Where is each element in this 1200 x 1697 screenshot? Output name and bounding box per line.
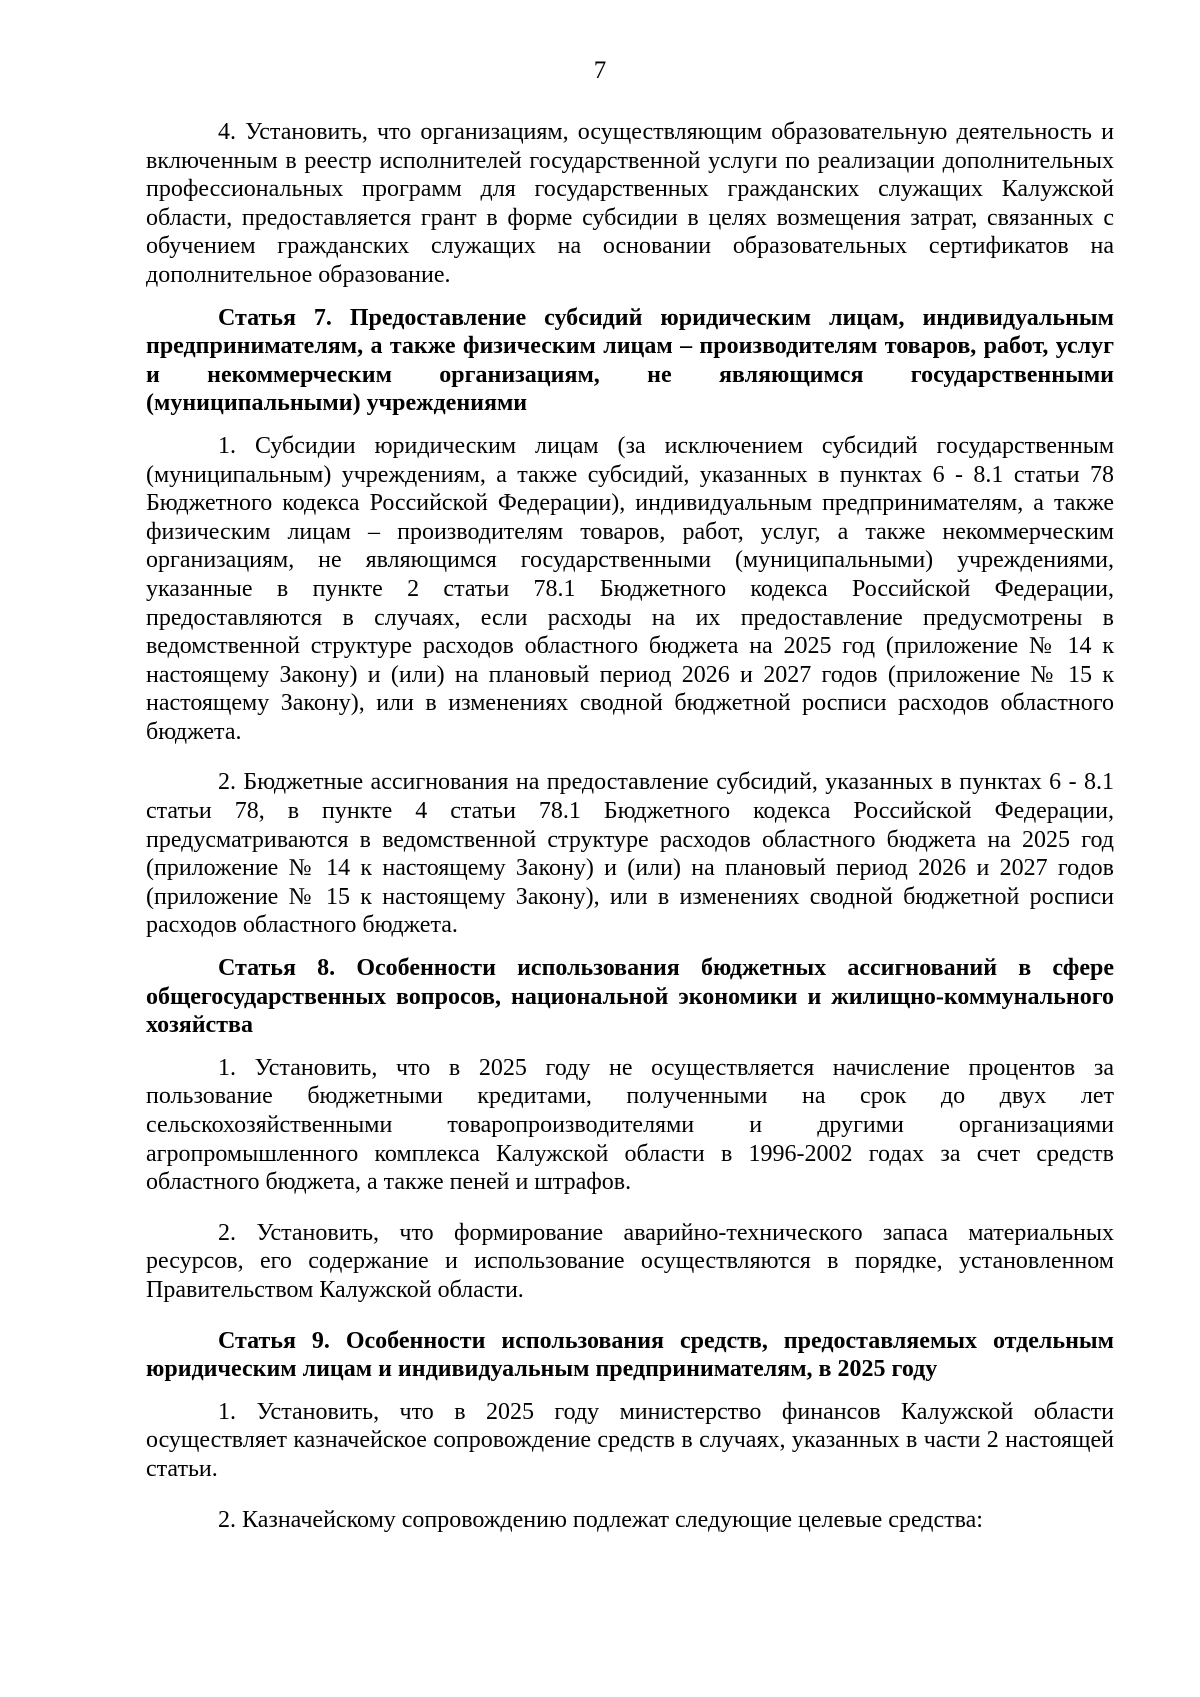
paragraph-art9-item2: 2. Казначейскому сопровождению подлежат следующие целевые средства: <box>218 1506 983 1533</box>
paragraph-art6-item4: 4. Установить, что организациям, осуществляющим образовательную деятельность и включенным в реестр исполнителей государственной услуги по реализации дополнительных профессиональных программ для государственных гражданских служащих Калужской области, предоставляется грант в форме субсидии в целях возмещения затрат, связанных с обучением гражданских служащих на основании образовательных сертификатов на дополнительное образование. <box>146 119 1114 288</box>
paragraph-art8-item1: 1. Установить, что в 2025 году не осуществляется начисление процентов за пользование бюджетными кредитами, полученными на срок до двух лет сельскохозяйственными товаропроизводителями и другими организациями агропромышленного комплекса Калужской области в 1996-2002 годах за счет средств областного бюджета, а также пеней и штрафов. <box>146 1054 1114 1196</box>
paragraph-art9-item1: 1. Установить, что в 2025 году министерство финансов Калужской области осуществляет казначейское сопровождение средств в случаях, указанных в части 2 настоящей статьи. <box>146 1398 1114 1482</box>
page-number: 7 <box>593 57 607 84</box>
article-9-heading: Статья 9. Особенности использования средств, предоставляемых отдельным юридическим лицам и индивидуальным предпринимателям, в 2025 году <box>146 1327 1114 1383</box>
paragraph-art7-item2: 2. Бюджетные ассигнования на предоставление субсидий, указанных в пунктах 6 - 8.1 статьи 78, в пункте 4 статьи 78.1 Бюджетного кодекса Российской Федерации, предусматриваются в ведомственной структуре расходов областного бюджета на 2025 год (приложение № 14 к настоящему Закону) и (или) на плановый период 2026 и 2027 годов (приложение № 15 к настоящему Закону), или в изменениях сводной бюджетной росписи расходов областного бюджета. <box>146 769 1114 939</box>
paragraph-art8-item2: 2. Установить, что формирование аварийно-технического запаса материальных ресурсов, его содержание и использование осуществляются в порядке, установленном Правительством Калужской области. <box>146 1219 1114 1303</box>
article-7-heading: Статья 7. Предоставление субсидий юридическим лицам, индивидуальным предпринимателям, а также физическим лицам – производителям товаров, работ, услуг и некоммерческим организациям, не являющимся государственными (муниципальными) учреждениями <box>146 304 1114 417</box>
document-body <box>146 118 1114 1534</box>
article-8-heading: Статья 8. Особенности использования бюджетных ассигнований в сфере общегосударственных вопросов, национальной экономики и жилищно-коммунального хозяйства <box>146 955 1114 1039</box>
paragraph-art7-item1: 1. Субсидии юридическим лицам (за исключением субсидий государственным (муниципальным) учреждениям, а также субсидий, указанных в пунктах 6 - 8.1 статьи 78 Бюджетного кодекса Российской Федерации), индивидуальным предпринимателям, а также физическим лицам – производителям товаров, работ, услуг, а также некоммерческим организациям, не являющимся государственными (муниципальными) учреждениями, указанные в пункте 2 статьи 78.1 Бюджетного кодекса Российской Федерации, предоставляются в случаях, если расходы на их предоставление предусмотрены в ведомственной структуре расходов областного бюджета на 2025 год (приложение № 14 к настоящему Закону) и (или) на плановый период 2026 и 2027 годов (приложение № 15 к настоящему Закону), или в изменениях сводной бюджетной росписи расходов областного бюджета. <box>146 432 1114 745</box>
